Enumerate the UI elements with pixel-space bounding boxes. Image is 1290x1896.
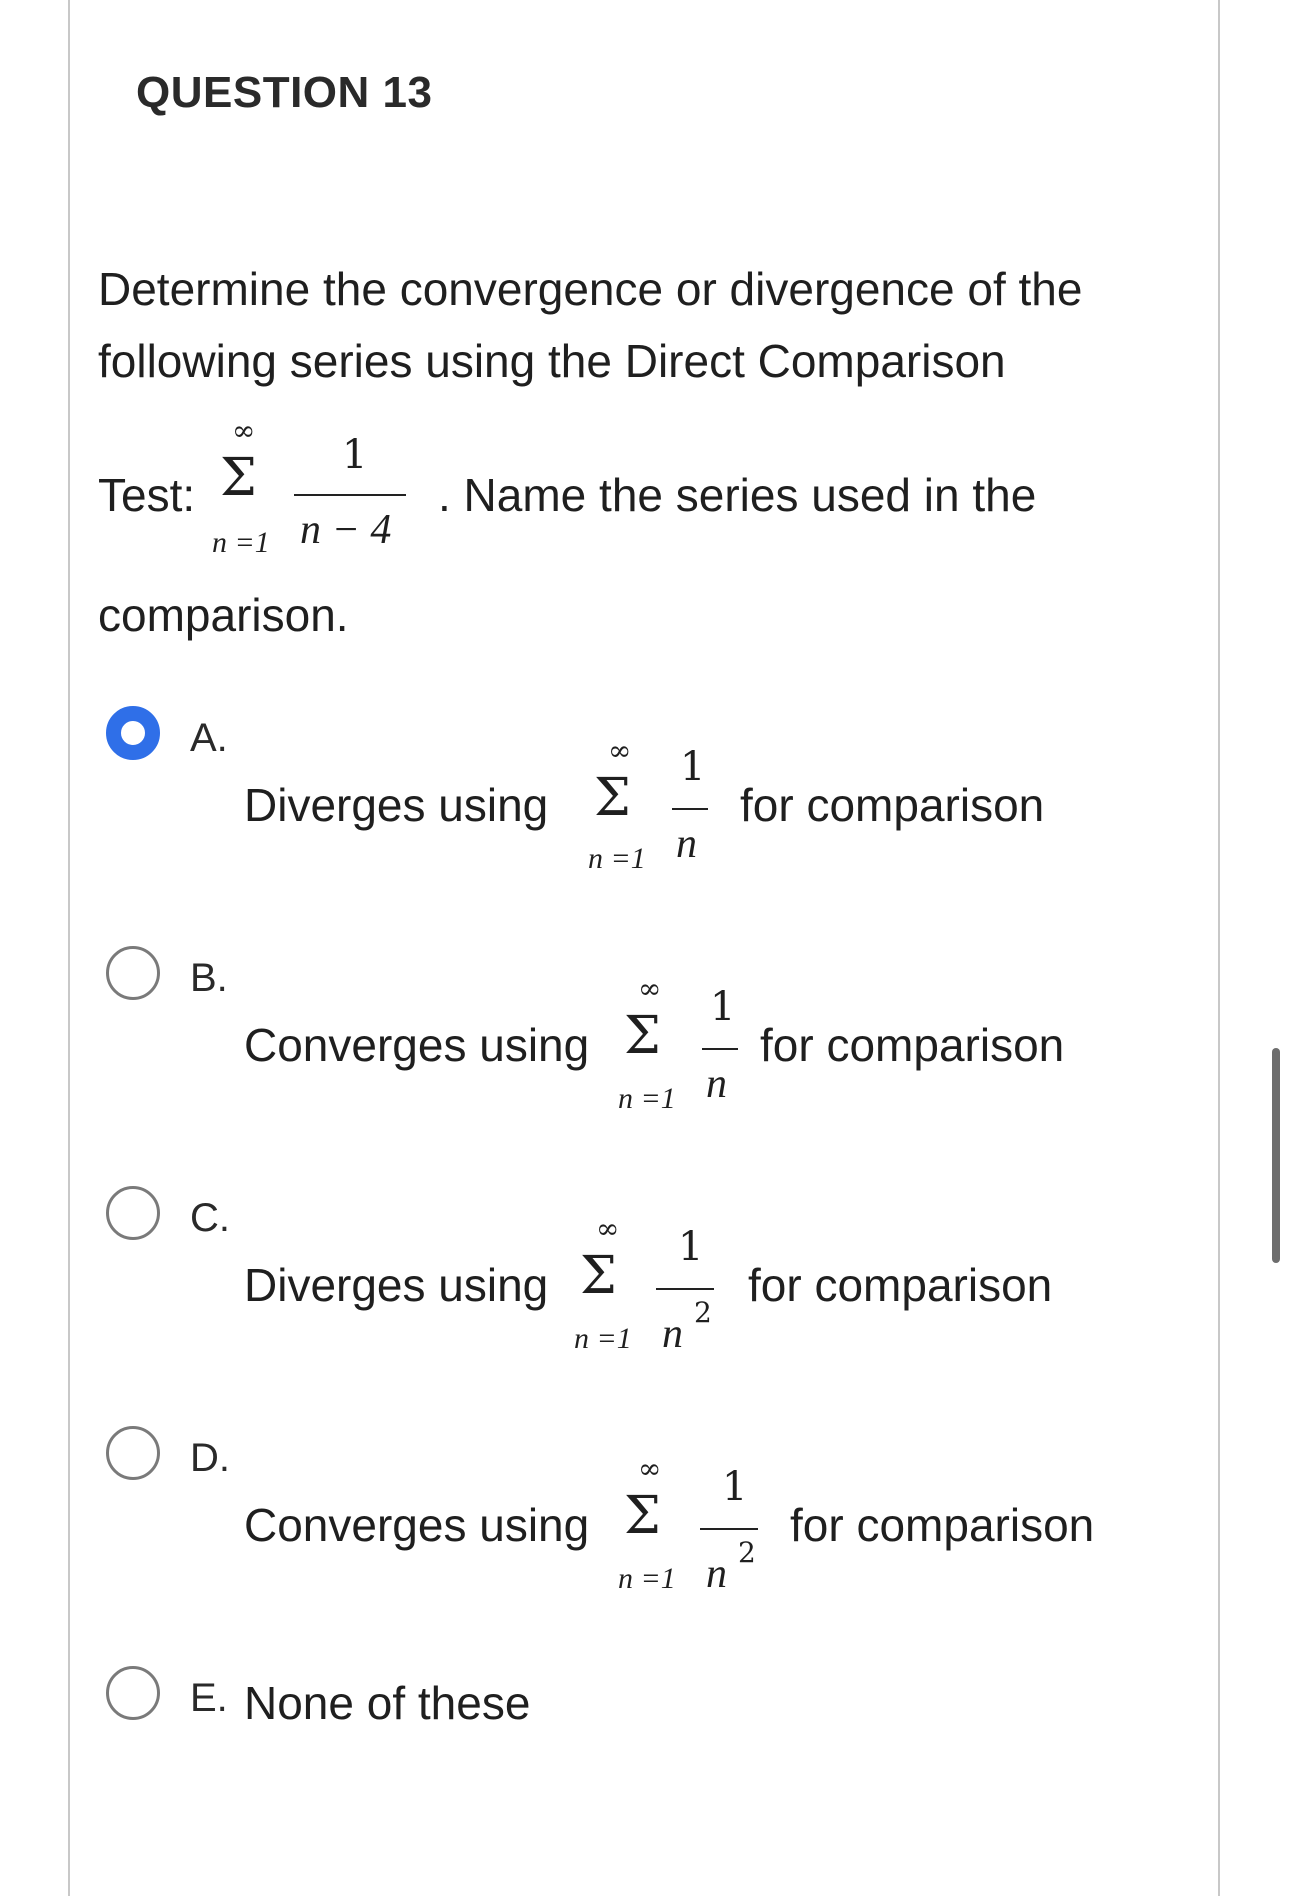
radio-option-a[interactable]: [106, 706, 160, 760]
series-lower-limit: n =1: [212, 526, 270, 559]
sigma-symbol: Σ: [220, 448, 257, 508]
option-letter: B.: [190, 956, 228, 1000]
radio-option-c[interactable]: [106, 1186, 160, 1240]
series-upper-limit: ∞: [232, 414, 256, 447]
option-suffix: for comparison: [790, 1499, 1095, 1551]
series-numerator: 1: [722, 1464, 748, 1510]
option-letter: C.: [190, 1196, 230, 1240]
option-suffix: for comparison: [740, 779, 1045, 831]
series-upper-limit: ∞: [638, 972, 662, 1005]
question-stem-line2: following series using the Direct Comparison: [98, 335, 1006, 387]
series-lower-limit: n =1: [588, 842, 646, 875]
sigma-symbol: Σ: [580, 1246, 617, 1306]
series-lower-limit: n =1: [618, 1562, 676, 1595]
series-numerator: 1: [710, 984, 736, 1030]
option-prefix: Converges using: [244, 1499, 590, 1551]
option-letter: A.: [190, 716, 228, 760]
fraction-bar: [702, 1048, 738, 1050]
series-lower-limit: n =1: [574, 1322, 632, 1355]
series-exponent: 2: [738, 1536, 756, 1569]
series-numerator: 1: [678, 1224, 704, 1270]
sigma-symbol: Σ: [624, 1486, 661, 1546]
option-prefix: Converges using: [244, 1019, 590, 1071]
series-denominator: n: [706, 1061, 727, 1107]
option-suffix: for comparison: [760, 1019, 1065, 1071]
option-prefix: Diverges using: [244, 779, 549, 831]
series-upper-limit: ∞: [596, 1212, 620, 1245]
fraction-bar: [672, 808, 708, 810]
option-letter: D.: [190, 1436, 230, 1480]
fraction-bar: [700, 1528, 758, 1530]
series-denominator: n: [662, 1311, 683, 1357]
series-numerator: 1: [680, 744, 706, 790]
question-stem-line1: Determine the convergence or divergence of the: [98, 263, 1083, 315]
radio-option-b[interactable]: [106, 946, 160, 1000]
series-numerator: 1: [342, 432, 368, 478]
fraction-bar: [656, 1288, 714, 1290]
option-suffix: for comparison: [748, 1259, 1053, 1311]
series-exponent: 2: [694, 1296, 712, 1329]
series-denominator: n: [676, 821, 697, 867]
option-text: None of these: [244, 1677, 531, 1729]
radio-option-e[interactable]: [106, 1666, 160, 1720]
sigma-symbol: Σ: [594, 768, 631, 828]
question-stem-line3: . Name the series used in the: [438, 469, 1037, 521]
radio-option-d[interactable]: [106, 1426, 160, 1480]
fraction-bar: [294, 494, 406, 496]
option-letter: E.: [190, 1676, 228, 1720]
option-prefix: Diverges using: [244, 1259, 549, 1311]
stem-test-label: Test:: [98, 469, 196, 521]
series-upper-limit: ∞: [608, 734, 632, 767]
question-title: QUESTION 13: [136, 68, 433, 117]
sigma-symbol: Σ: [624, 1006, 661, 1066]
series-lower-limit: n =1: [618, 1082, 676, 1115]
series-denominator: n: [706, 1551, 727, 1597]
question-stem-line4: comparison.: [98, 589, 349, 641]
series-upper-limit: ∞: [638, 1452, 662, 1485]
series-denominator: n − 4: [300, 507, 392, 553]
scrollbar-thumb[interactable]: [1272, 1048, 1280, 1263]
